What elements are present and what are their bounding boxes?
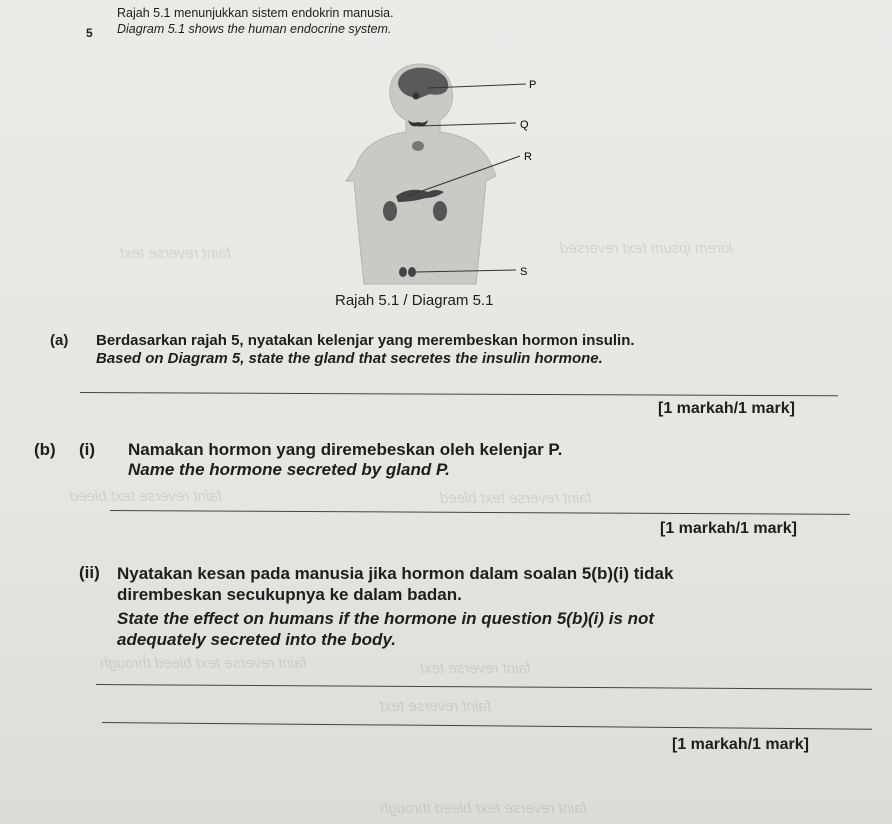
label-r: R [524, 151, 532, 163]
part-a-text-english: Based on Diagram 5, state the gland that secretes the insulin hormone. [96, 350, 603, 367]
endocrine-system-diagram [340, 56, 560, 286]
answer-line-a[interactable] [80, 392, 838, 396]
part-b-ii-marks: [1 markah/1 mark] [672, 736, 809, 753]
part-b-ii-text-english-line1: State the effect on humans if the hormone in question 5(b)(i) is not [117, 609, 655, 628]
part-b-label: (b) [34, 440, 56, 459]
part-a-marks: [1 markah/1 mark] [658, 400, 795, 417]
part-b-ii-text-malay-line1: Nyatakan kesan pada manusia jika hormon dalam soalan 5(b)(i) tidak [117, 564, 674, 583]
part-a-text-malay: Berdasarkan rajah 5, nyatakan kelenjar yang merembeskan hormon insulin. [96, 332, 635, 349]
part-b-i-text-english: Name the hormone secreted by gland P. [128, 460, 450, 479]
part-b-ii-text-english-line2: adequately secreted into the body. [117, 630, 396, 649]
part-b-i-label: (i) [79, 440, 96, 459]
part-b-ii-label: (ii) [79, 563, 100, 582]
kidney-right [433, 201, 447, 221]
label-q: Q [520, 119, 529, 131]
gonad-right [408, 267, 416, 277]
label-s: S [520, 266, 528, 278]
intro-malay: Rajah 5.1 menunjukkan sistem endokrin manusia. [117, 6, 394, 20]
diagram-caption: Rajah 5.1 / Diagram 5.1 [335, 292, 494, 309]
label-p: P [529, 79, 537, 91]
part-a-label: (a) [50, 332, 69, 349]
part-b-i-text-malay: Namakan hormon yang diremebeskan oleh kelenjar P. [128, 440, 563, 459]
question-number: 5 [86, 26, 93, 40]
worksheet-page: lorem ipsum text reversed faint reverse text faint reverse text bleed faint reverse text bleed faint reverse text bleed through faint reverse text faint reverse text faint reverse text bleed through 5 Rajah 5.1 menunjukkan sistem endokrin manusia. Diagram 5.1 shows the human endocrine system. P Q R S Rajah 5.1 / Diagram 5.1 (a) Berdasarkan rajah 5, nyatakan kelenjar yang merembeskan hormon insulin. Based on Diagram 5, state the gland that secretes the insulin hormone. [1 markah/1 mark] (b) (i) Namakan hormon yang diremebeskan oleh kelenjar P. Name the hormone secreted by gland P. [1 markah/1 mark] (ii) Nyatakan kesan pada manusia jika hormon dalam soalan 5(b)(i) tidak dirembeskan secukupnya ke dalam badan. State the effect on humans if the hormone in question 5(b)(i) is not adequately secreted into the body. [1 markah/1 mark] [0, 0, 892, 824]
pituitary-gland [413, 93, 420, 100]
answer-line-b-ii-1[interactable] [96, 684, 872, 690]
answer-line-b-ii-2[interactable] [102, 722, 872, 730]
kidney-left [383, 201, 397, 221]
part-b-ii-text-malay-line2: dirembeskan secukupnya ke dalam badan. [117, 585, 462, 604]
answer-line-b-i[interactable] [110, 510, 850, 515]
gonad-left [399, 267, 407, 277]
part-b-i-marks: [1 markah/1 mark] [660, 520, 797, 537]
intro-english: Diagram 5.1 shows the human endocrine system. [117, 22, 392, 36]
thymus-gland [412, 141, 424, 151]
